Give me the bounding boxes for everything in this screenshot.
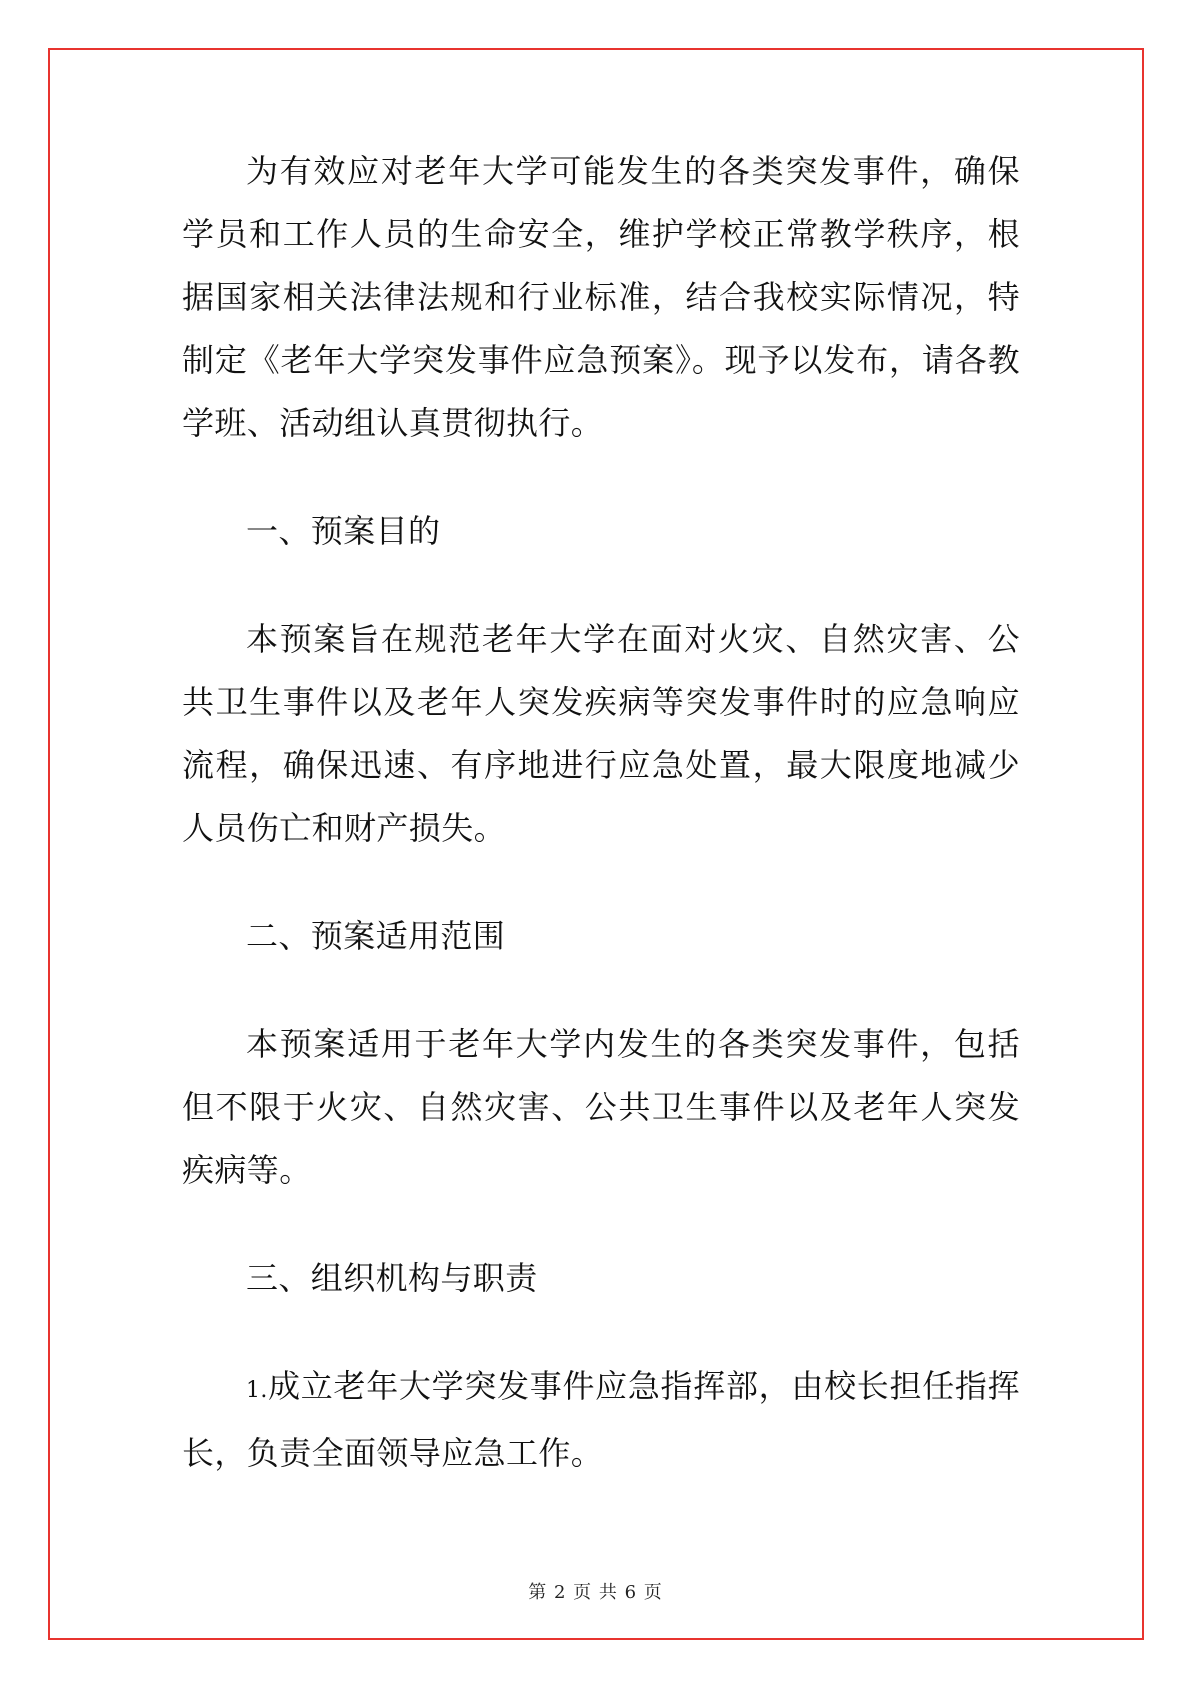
- document-body: [182, 140, 1020, 1485]
- list-item-organization: [182, 1355, 1020, 1485]
- list-item-text: 成立老年大学突发事件应急指挥部，由校长担任指挥长，负责全面领导应急工作。: [182, 1367, 1020, 1472]
- page-number-footer: 第 2 页 共 6 页: [528, 1582, 663, 1603]
- section-heading-scope: 二、预案适用范围: [246, 917, 506, 955]
- intro-paragraph: 为有效应对老年大学可能发生的各类突发事件，确保学员和工作人员的生命安全，维护学校正常教学秩序，根据国家相关法律法规和行业标准，结合我校实际情况，特制定《老年大学突发事件应急预案》。现予以发布，请各教学班、活动组认真贯彻执行。: [182, 152, 1020, 442]
- list-item-number: 1.: [246, 1378, 268, 1403]
- section-body-scope: 本预案适用于老年大学内发生的各类突发事件，包括但不限于火灾、自然灾害、公共卫生事件以及老年人突发疾病等。: [182, 1025, 1020, 1189]
- section-heading-organization: 三、组织机构与职责: [246, 1259, 538, 1297]
- section-heading-purpose: 一、预案目的: [246, 512, 441, 550]
- section-body-purpose: 本预案旨在规范老年大学在面对火灾、自然灾害、公共卫生事件以及老年人突发疾病等突发事件时的应急响应流程，确保迅速、有序地进行应急处置，最大限度地减少人员伤亡和财产损失。: [182, 620, 1020, 847]
